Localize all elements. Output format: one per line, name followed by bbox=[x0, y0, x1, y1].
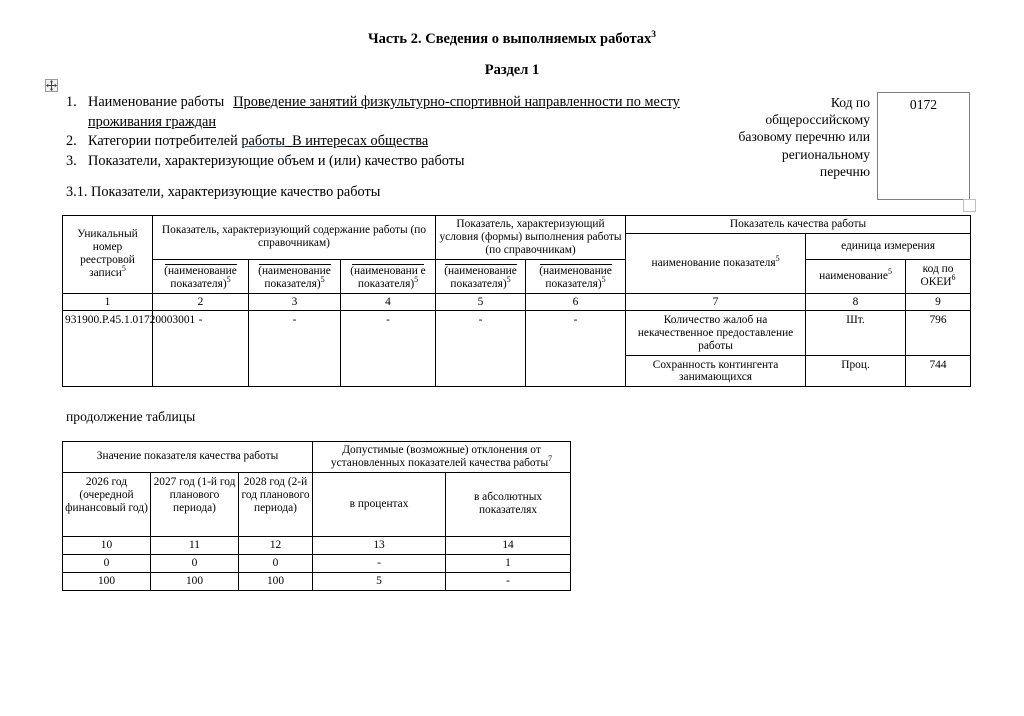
column-number: 8 bbox=[806, 293, 906, 311]
header-deviation-group-text: Допустимые (возможные) отклонения от установленных показателей качества работы bbox=[330, 444, 549, 469]
cell-year-2028-value[interactable]: 0 bbox=[239, 554, 313, 572]
cell-indicator-name[interactable]: Количество жалоб на некачественное предоставление работы bbox=[626, 311, 806, 356]
header-unit-group: единица измерения bbox=[806, 233, 971, 259]
column-number: 7 bbox=[626, 293, 806, 311]
header-conditions-group: Показатель, характеризующий условия (формы) выполнения работы (по справочникам) bbox=[436, 216, 626, 260]
header-content-group: Показатель, характеризующий содержание работы (по справочникам) bbox=[153, 216, 436, 260]
work-name-value[interactable]: Проведение занятий физкультурно-спортивной направленности по месту проживания граждан bbox=[88, 94, 680, 130]
cell-year-2028-value[interactable]: 100 bbox=[239, 572, 313, 590]
list-item bbox=[66, 93, 716, 132]
placeholder-text: (наименование показателя) bbox=[444, 264, 517, 290]
cell-content-2[interactable]: - bbox=[249, 311, 341, 387]
placeholder-footnote: 5 bbox=[320, 274, 325, 284]
cell-year-2027-value[interactable]: 0 bbox=[151, 554, 239, 572]
cell-unit-code[interactable]: 796 bbox=[906, 311, 971, 356]
header-content-placeholder-3 bbox=[341, 259, 436, 293]
consumer-category-value[interactable]: В интересах общества bbox=[292, 133, 429, 149]
header-year-2028: 2028 год (2-й год планового периода) bbox=[239, 472, 313, 536]
header-unique-number-text: Уникальный номер реестровой записи bbox=[77, 228, 138, 280]
header-indicator-name bbox=[626, 233, 806, 293]
list-item-label: Показатели, характеризующие объем и (или) качество работы bbox=[88, 152, 465, 169]
column-number: 3 bbox=[249, 293, 341, 311]
column-number: 2 bbox=[153, 293, 249, 311]
table-move-handle-icon[interactable] bbox=[45, 79, 58, 92]
header-unique-number-footnote: 5 bbox=[121, 264, 126, 274]
cell-content-1[interactable]: - bbox=[153, 311, 249, 387]
code-block-label bbox=[620, 94, 870, 180]
placeholder-footnote: 5 bbox=[601, 274, 606, 284]
cell-year-2026-value[interactable]: 100 bbox=[63, 572, 151, 590]
section-title: Раздел 1 bbox=[484, 62, 540, 78]
quality-indicators-table bbox=[62, 215, 971, 387]
cell-registry-number[interactable]: 931900.Р.45.1.01720003001 bbox=[63, 311, 153, 387]
placeholder-footnote: 5 bbox=[506, 274, 511, 284]
table-column-number-row bbox=[63, 293, 971, 311]
cell-indicator-name[interactable]: Сохранность контингента занимающихся bbox=[626, 356, 806, 387]
header-unit-code bbox=[906, 259, 971, 293]
placeholder-footnote: 5 bbox=[226, 274, 231, 284]
header-deviation-group bbox=[313, 442, 571, 473]
cell-deviation-percent[interactable]: 5 bbox=[313, 572, 446, 590]
cell-year-2027-value[interactable]: 100 bbox=[151, 572, 239, 590]
list-item-number: 3. bbox=[66, 152, 77, 169]
code-value-box[interactable] bbox=[877, 92, 970, 200]
placeholder-text: (наименование показателя) bbox=[539, 264, 612, 290]
code-label-line: перечню bbox=[819, 163, 870, 179]
list-item-label: Наименование работы bbox=[88, 94, 225, 110]
table-header-row bbox=[63, 216, 971, 234]
header-condition-placeholder-2 bbox=[526, 259, 626, 293]
column-number: 10 bbox=[63, 536, 151, 554]
cell-unit-code[interactable]: 744 bbox=[906, 356, 971, 387]
header-unit-name-footnote: 5 bbox=[887, 266, 892, 276]
header-year-2027: 2027 год (1-й год планового периода) bbox=[151, 472, 239, 536]
header-unique-number bbox=[63, 216, 153, 294]
list-item bbox=[66, 152, 716, 172]
placeholder-text: (наименовани е показателя) bbox=[350, 264, 426, 290]
column-number: 6 bbox=[526, 293, 626, 311]
header-quality-group: Показатель качества работы bbox=[626, 216, 971, 234]
column-number: 13 bbox=[313, 536, 446, 554]
page-title-text: Часть 2. Сведения о выполняемых работах bbox=[367, 30, 652, 47]
cell-year-2026-value[interactable]: 0 bbox=[63, 554, 151, 572]
cell-deviation-absolute[interactable]: 1 bbox=[446, 554, 571, 572]
header-in-absolute: в абсолютных показателях bbox=[446, 472, 571, 536]
code-value: 0172 bbox=[909, 97, 938, 112]
placeholder-footnote: 5 bbox=[414, 274, 419, 284]
header-unit-code-footnote: 6 bbox=[951, 273, 956, 283]
column-number: 5 bbox=[436, 293, 526, 311]
cell-deviation-absolute[interactable]: - bbox=[446, 572, 571, 590]
page-title bbox=[0, 30, 1024, 48]
header-year-2026: 2026 год (очередной финансовый год) bbox=[63, 472, 151, 536]
placeholder-text: (наименование показателя) bbox=[258, 264, 331, 290]
header-content-placeholder-1 bbox=[153, 259, 249, 293]
values-and-deviations-table bbox=[62, 441, 571, 591]
table-header-row bbox=[63, 472, 571, 536]
header-content-placeholder-2 bbox=[249, 259, 341, 293]
page-title-footnote: 3 bbox=[651, 30, 656, 40]
cell-condition-1[interactable]: - bbox=[436, 311, 526, 387]
table-row bbox=[63, 554, 571, 572]
cell-deviation-percent[interactable]: - bbox=[313, 554, 446, 572]
code-label-line: общероссийскому bbox=[765, 112, 870, 128]
list-item bbox=[66, 132, 716, 152]
header-value-group: Значение показателя качества работы bbox=[63, 442, 313, 473]
header-condition-placeholder-1 bbox=[436, 259, 526, 293]
placeholder-text: (наименование показателя) bbox=[164, 264, 237, 290]
list-item-number: 1. bbox=[66, 94, 77, 110]
header-deviation-group-footnote: 7 bbox=[548, 454, 553, 464]
cell-condition-2[interactable]: - bbox=[526, 311, 626, 387]
resize-handle[interactable] bbox=[963, 199, 976, 212]
header-unit-name-text: наименование bbox=[819, 269, 888, 282]
column-number: 4 bbox=[341, 293, 436, 311]
table-header-row bbox=[63, 259, 971, 293]
list-item-label: Категории потребителей bbox=[88, 133, 238, 149]
table-column-number-row bbox=[63, 536, 571, 554]
cell-unit-name[interactable]: Проц. bbox=[806, 356, 906, 387]
subsection-title: 3.1. Показатели, характеризующие качество работы bbox=[66, 184, 381, 200]
code-label-line: региональному bbox=[781, 146, 870, 162]
list-item-number: 2. bbox=[66, 133, 77, 149]
cell-content-3[interactable]: - bbox=[341, 311, 436, 387]
continuation-caption: продолжение таблицы bbox=[66, 409, 196, 424]
table-row bbox=[63, 572, 571, 590]
header-in-percent: в процентах bbox=[313, 472, 446, 536]
column-number: 9 bbox=[906, 293, 971, 311]
numbered-list bbox=[66, 93, 716, 171]
header-indicator-name-footnote: 5 bbox=[775, 253, 780, 263]
header-unit-code-text: код по ОКЕИ bbox=[920, 263, 954, 289]
consumer-category-linked-word[interactable]: работы bbox=[241, 133, 285, 149]
column-number: 1 bbox=[63, 293, 153, 311]
header-unit-name bbox=[806, 259, 906, 293]
code-label-line: Код по bbox=[830, 95, 870, 110]
cell-unit-name[interactable]: Шт. bbox=[806, 311, 906, 356]
column-number: 12 bbox=[239, 536, 313, 554]
header-indicator-name-text: наименование показателя bbox=[651, 256, 776, 269]
column-number: 11 bbox=[151, 536, 239, 554]
table-header-row bbox=[63, 442, 571, 473]
code-label-line: базовому перечню или bbox=[738, 129, 870, 145]
column-number: 14 bbox=[446, 536, 571, 554]
table-row bbox=[63, 311, 971, 356]
